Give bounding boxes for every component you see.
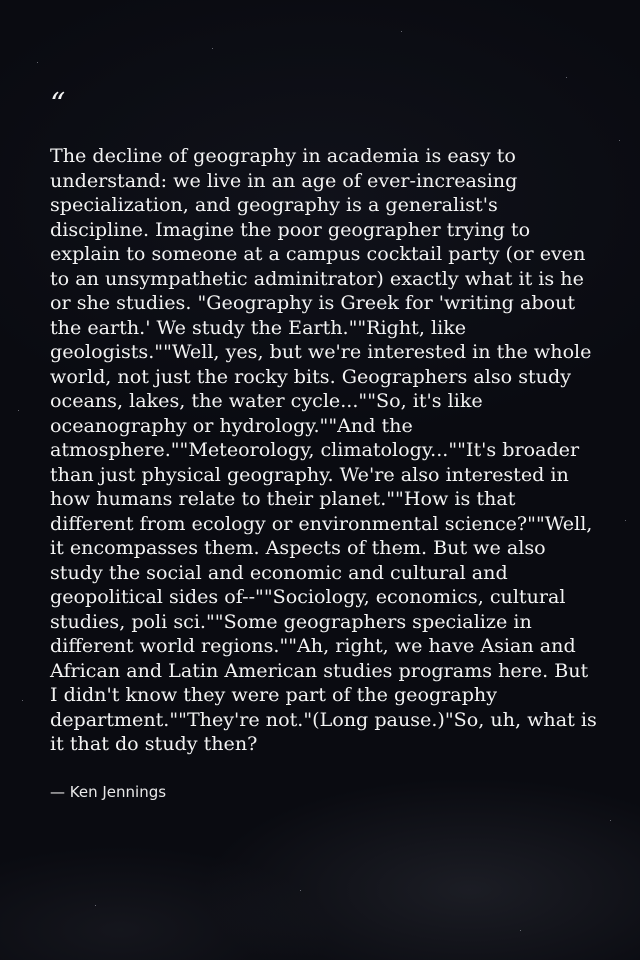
star xyxy=(95,905,96,906)
star xyxy=(566,77,567,78)
star xyxy=(619,140,620,141)
quote-author: — Ken Jennings xyxy=(50,782,167,801)
star xyxy=(520,930,521,931)
quote-text: The decline of geography in academia is easy to understand: we live in an age of ever-increasing specialization, and geography is a generalist's discipline. Imagine the poor geographer trying to explain to someone at a campus cocktail party (or even to an unsympathetic adminitrator) exactly what it is he or she studies. "Geography is Greek for 'writing about the earth.' We study the Earth.""Right, like geologists.""Well, yes, but we're interested in the whole world, not just the rocky bits. Geographers also study oceans, lakes, the water cycle...""So, it's like oceanography or hydrology.""And the atmosphere.""Meteorology, climatology...""It's broader than just physical geography. We're also interested in how humans relate to their planet.""How is that different from ecology or environmental science?""Well, it encompasses them. Aspects of them. But we also study the social and economic and cultural and geopolitical sides of--""Sociology, economics, cultural studies, poli sci.""Some geographers specialize in different world regions.""Ah, right, we have Asian and African and Latin American studies programs here. But I didn't know they were part of the geography department.""They're not."(Long pause.)"So, uh, what is it that do study then? xyxy=(50,144,597,755)
star xyxy=(300,890,301,891)
star xyxy=(610,820,611,821)
star xyxy=(22,700,23,701)
star xyxy=(37,62,38,63)
quote-mark-icon: “ xyxy=(50,87,66,122)
star xyxy=(212,48,213,49)
star xyxy=(18,410,19,411)
quote-card xyxy=(50,87,598,802)
star xyxy=(625,520,626,521)
star xyxy=(401,31,402,32)
